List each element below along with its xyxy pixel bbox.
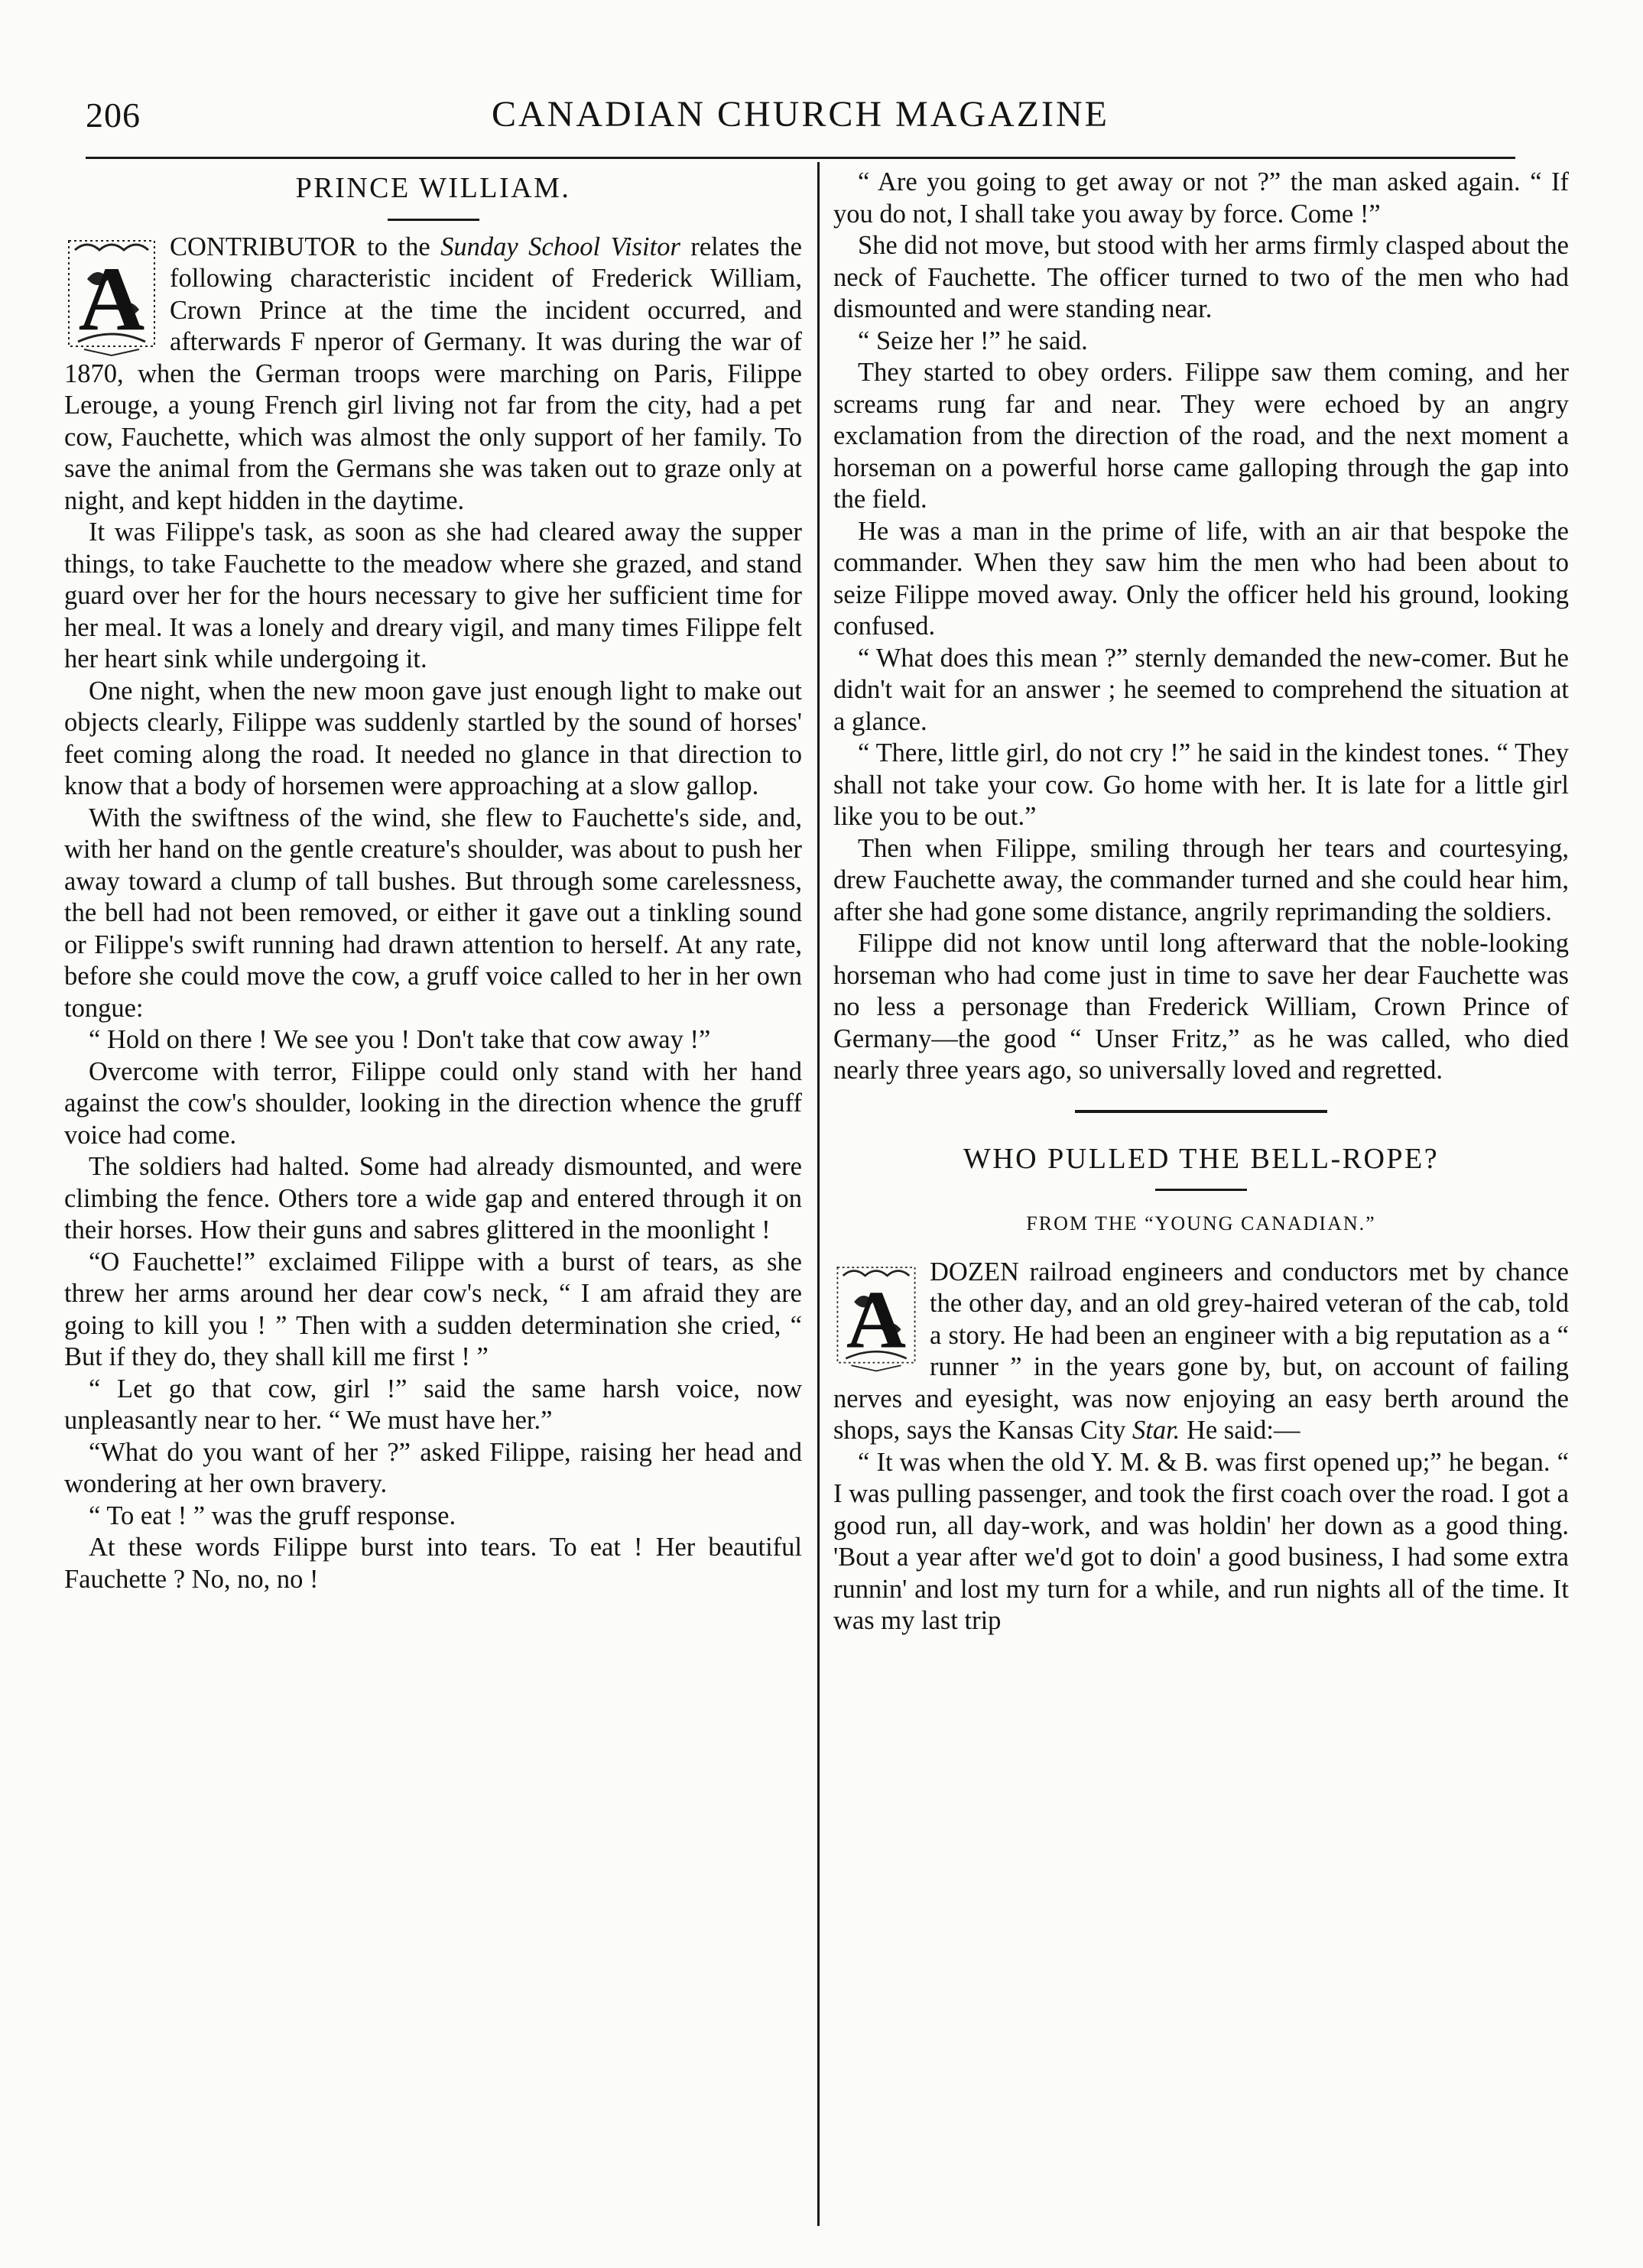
article1-paragraph: He was a man in the prime of life, with an air that bespoke the commander. When they saw him the men who had been about to seize Filippe moved away. Only the officer held his ground, looking confused. bbox=[833, 516, 1569, 641]
article1-paragraph: At these words Filippe burst into tears. To eat ! Her beautiful Fauchette ? No, no, no ! bbox=[64, 1533, 802, 1594]
title-rule bbox=[1155, 1189, 1247, 1191]
article1-paragraph: One night, when the new moon gave just enough light to make out objects clearly, Filippe was suddenly startled by the sound of horses' feet coming along the road. It needed no glance in that direction to know that a body of horsemen were approaching at a slow gallop. bbox=[64, 676, 802, 800]
article1-paragraph: It was Filippe's task, as soon as she had cleared away the supper things, to take Fauchette to the meadow where she grazed, and stand guard over her for the hours necessary to give her sufficient time for her meal. It was a lonely and dreary vigil, and many times Filippe felt her heart sink while undergoing it. bbox=[64, 518, 802, 673]
article1-paragraph: With the swiftness of the wind, she flew to Fauchette's side, and, with her hand on the gentle creature's shoulder, was about to push her away toward a clump of tall bushes. But through some carelessness, the bell had not been removed, or either it gave out a tinkling sound or Filippe's swift running had drawn attention to herself. At any rate, before she could move the cow, a gruff voice called to her in her own tongue: bbox=[64, 803, 802, 1023]
running-title: CANADIAN CHURCH MAGAZINE bbox=[492, 94, 1109, 135]
article1-source-publication: Sunday School Visitor bbox=[440, 232, 680, 261]
article1-paragraph: “O Fauchette!” exclaimed Filippe with a burst of tears, as she threw her arms around her dear cow's neck, “ I am afraid they are going to kill you ! ” Then with a sudden determination she cried, “ But if they do, they shall kill me first ! ” bbox=[64, 1247, 802, 1371]
article1-intro-tail: relates the following characteristic incident of Frederick William, Crown Prince at the time the incident occurred, and afterwards F nperor of Germany. It was during the war of 1870, when the German troops were marching on Paris, Filippe Lerouge, a young French girl living not far from the city, had a pet cow, Fauchette, which was almost the only support of her family. To save the animal from the Germans she was taken out to graze only at night, and kept hidden in the daytime. bbox=[64, 232, 802, 515]
article1-paragraph: “ Let go that cow, girl !” said the same harsh voice, now unpleasantly near to her. “ We must have her.” bbox=[64, 1374, 802, 1435]
article1-paragraph: “ Hold on there ! We see you ! Don't take that cow away !” bbox=[89, 1025, 711, 1054]
title-rule bbox=[388, 219, 479, 221]
article1-paragraph: “ Are you going to get away or not ?” the man asked again. “ If you do not, I shall take you away by force. Come !” bbox=[833, 167, 1569, 229]
header-rule bbox=[86, 157, 1515, 159]
article-separator bbox=[1075, 1110, 1327, 1113]
article2-title: WHO PULLED THE BELL-ROPE? bbox=[963, 1142, 1440, 1175]
article1-paragraph: “What do you want of her ?” asked Filippe, raising her head and wondering at her own bravery. bbox=[64, 1437, 802, 1498]
article1-paragraph: Then when Filippe, smiling through her tears and courtesying, drew Fauchette away, the commander turned and she could hear him, after she had gone some distance, angrily reprimanding the soldiers. bbox=[833, 833, 1569, 926]
ornamental-drop-cap-icon bbox=[64, 235, 159, 357]
drop-cap-letter: A bbox=[846, 1274, 907, 1366]
article2-source-publication: Star. bbox=[1132, 1416, 1180, 1445]
article1-paragraph: They started to obey orders. Filippe saw them coming, and her screams rung far and near. They were echoed by an angry exclamation from the direction of the road, and the next moment a horseman on a powerful horse came galloping through the gap into the field. bbox=[833, 358, 1569, 514]
article1-paragraph: Overcome with terror, Filippe could only stand with her hand against the cow's shoulder, looking in the direction whence the gruff voice had come. bbox=[64, 1056, 802, 1150]
article2-source: FROM THE “YOUNG CANADIAN.” bbox=[1026, 1212, 1376, 1235]
article2-intro-tail: He said:— bbox=[1186, 1416, 1300, 1445]
article1-paragraph: She did not move, but stood with her arms firmly clasped about the neck of Fauchette. The officer turned to two of the men who had dismounted and were standing near. bbox=[833, 231, 1569, 323]
article2-intro-lead: DOZEN railroad engineers and conductors met by chance the other day, and an old grey-haired veteran of the cab, told a story. He had been an engineer with a big reputation as a “ runner ” in the years gone by, but, on account of failing nerves and eyesight, was now enjoying an easy berth around the shops, says the Kansas City bbox=[833, 1257, 1569, 1445]
article1-paragraph: “ There, little girl, do not cry !” he said in the kindest tones. “ They shall not take your cow. Go home with her. It is late for a little girl like you to be out.” bbox=[833, 738, 1569, 831]
article2-intro bbox=[833, 1257, 1569, 1447]
article1-intro-lead: CONTRIBUTOR to the bbox=[170, 232, 430, 261]
article1-paragraph: “ To eat ! ” was the gruff response. bbox=[89, 1501, 456, 1530]
article1-intro bbox=[64, 232, 802, 518]
drop-cap-letter: A bbox=[78, 247, 145, 349]
column-divider bbox=[817, 162, 820, 2226]
right-column bbox=[833, 167, 1569, 1637]
article1-title: PRINCE WILLIAM. bbox=[295, 172, 571, 204]
article1-paragraph: The soldiers had halted. Some had already dismounted, and were climbing the fence. Others tore a wide gap and entered through it on their horses. How their guns and sabres glittered in the moonlight ! bbox=[64, 1152, 802, 1244]
article1-paragraph: Filippe did not know until long afterward that the noble-looking horseman who had come just in time to save her dear Fauchette was no less a personage than Frederick William, Crown Prince of Germany—the good “ Unser Fritz,” as he was called, who died nearly three years ago, so universally loved and regretted. bbox=[833, 929, 1569, 1085]
page-number: 206 bbox=[86, 96, 141, 135]
ornamental-drop-cap-icon bbox=[833, 1260, 919, 1374]
left-column bbox=[64, 167, 802, 1595]
article2-paragraph: “ It was when the old Y. M. & B. was first opened up;” he began. “ I was pulling passenger, and took the first coach over the road. I got a good run, all day-work, and was holdin' her down as a good thing. 'Bout a year after we'd got to doin' a good business, I had some extra runnin' and lost my turn for a while, and run nights all of the time. It was my last trip bbox=[833, 1447, 1569, 1635]
article1-paragraph: “ Seize her !” he said. bbox=[858, 326, 1088, 355]
article1-paragraph: “ What does this mean ?” sternly demanded the new-comer. But he didn't wait for an answer ; he seemed to comprehend the situation at a glance. bbox=[833, 643, 1569, 736]
page-header bbox=[86, 90, 1515, 151]
